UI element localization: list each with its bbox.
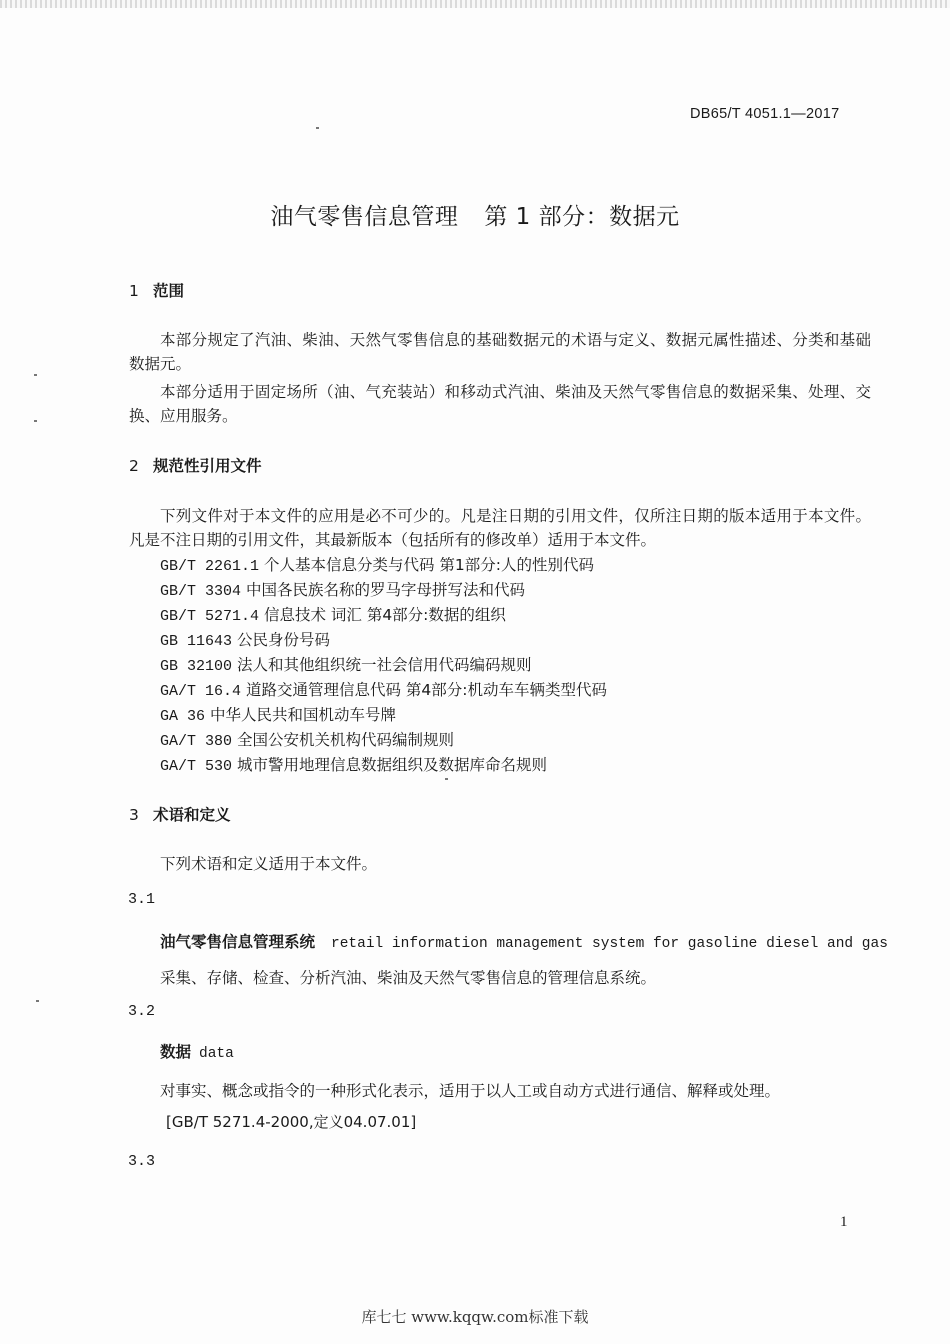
reference-item: GB 32100 法人和其他组织统一社会信用代码编码规则 (160, 656, 532, 675)
clause-number: 3.3 (128, 1153, 156, 1170)
term-definition: 对事实、概念或指令的一种形式化表示，适用于以人工或自动方式进行通信、解释或处理。 (160, 1082, 781, 1100)
scope-paragraph-1: 本部分规定了汽油、柴油、天然气零售信息的基础数据元的术语与定义、数据元属性描述、分类和基础数据元。 (129, 331, 871, 373)
term-english: data (199, 1046, 234, 1062)
page-number: 1 (840, 1214, 848, 1230)
term-source: [GB/T 5271.4-2000,定义04.07.01] (166, 1113, 417, 1131)
reference-item: GB/T 5271.4 信息技术 词汇 第4部分:数据的组织 (160, 606, 506, 625)
reference-item: GA/T 530 城市警用地理信息数据组织及数据库命名规则 (160, 756, 547, 775)
section-title: 范围 (153, 282, 185, 300)
scan-speck (316, 127, 319, 129)
download-watermark: 库七七 www.kqqw.com标准下载 (361, 1308, 589, 1326)
scan-speck (34, 420, 37, 422)
reference-item: GA/T 16.4 道路交通管理信息代码 第4部分:机动车车辆类型代码 (160, 681, 607, 700)
reference-item: GB 11643 公民身份号码 (160, 631, 330, 650)
section-3-heading (129, 803, 231, 825)
section-number: 2 (129, 457, 139, 475)
standard-code: DB65/T 4051.1—2017 (690, 106, 840, 122)
scope-paragraph-2: 本部分适用于固定场所（油、气充装站）和移动式汽油、柴油及天然气零售信息的数据采集、处理、交换、应用服务。 (129, 383, 871, 425)
scan-speck (445, 778, 448, 780)
term-definition: 采集、存储、检查、分析汽油、柴油及天然气零售信息的管理信息系统。 (160, 969, 657, 987)
scan-edge (0, 0, 950, 8)
reference-item: GB/T 2261.1 个人基本信息分类与代码 第1部分:人的性别代码 (160, 556, 594, 575)
reference-item: GA 36 中华人民共和国机动车号牌 (160, 706, 396, 725)
scan-speck (36, 1000, 39, 1002)
term-entry (160, 930, 888, 952)
section-2-heading (129, 454, 262, 476)
term-english: retail information management system for gasoline diesel and gas (331, 936, 888, 952)
scan-speck (34, 374, 37, 376)
title-part: 第 1 部分：数据元 (484, 204, 680, 230)
term-chinese: 油气零售信息管理系统 (160, 933, 316, 951)
terms-intro: 下列术语和定义适用于本文件。 (160, 855, 378, 873)
section-title: 术语和定义 (153, 806, 231, 824)
title-main: 油气零售信息管理 (270, 204, 459, 230)
normative-intro: 下列文件对于本文件的应用是必不可少的。凡是注日期的引用文件，仅所注日期的版本适用于本文件。凡是不注日期的引用文件，其最新版本（包括所有的修改单）适用于本文件。 (129, 507, 871, 549)
document-title (0, 198, 950, 231)
section-title: 规范性引用文件 (153, 457, 262, 475)
section-number: 3 (129, 806, 139, 824)
clause-number: 3.1 (128, 891, 156, 908)
reference-item: GB/T 3304 中国各民族名称的罗马字母拼写法和代码 (160, 581, 525, 600)
term-entry (160, 1040, 234, 1062)
section-1-heading (129, 279, 184, 301)
term-chinese: 数据 (160, 1043, 192, 1061)
section-number: 1 (129, 282, 139, 300)
clause-number: 3.2 (128, 1003, 156, 1020)
reference-item: GA/T 380 全国公安机关机构代码编制规则 (160, 731, 454, 750)
